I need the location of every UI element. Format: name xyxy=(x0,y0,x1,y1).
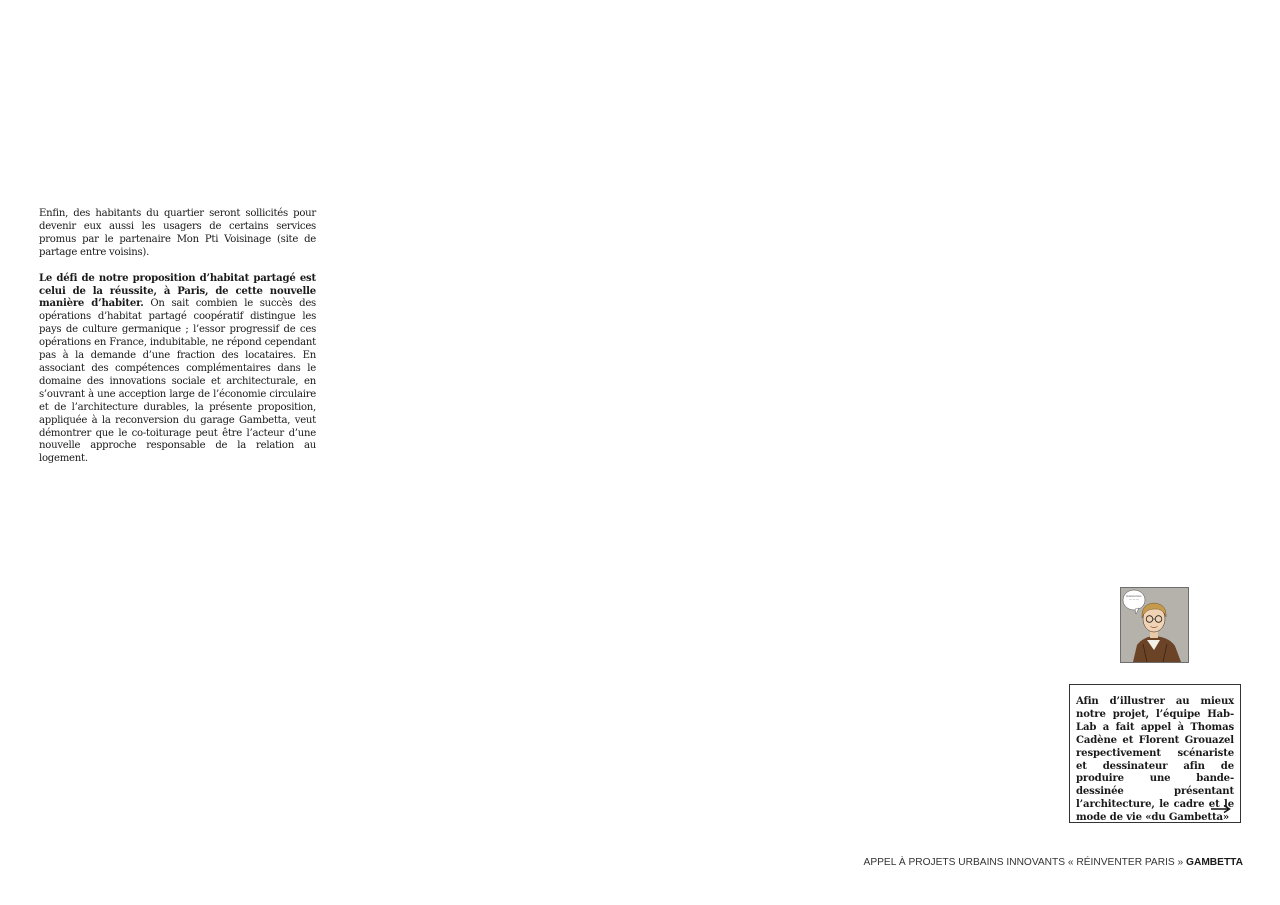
comic-portrait-image xyxy=(1121,588,1188,662)
comic-illustration xyxy=(1120,587,1189,663)
challenge-paragraph xyxy=(39,273,316,467)
speech-bubble-text xyxy=(1126,594,1142,598)
challenge-lead: Le défi de notre proposition d’habitat partagé est celui de la réussite, à Paris, de cette nouvelle manière d’habiter. xyxy=(39,272,316,310)
footer-label: APPEL À PROJETS URBAINS INNOVANTS « RÉINVENTER PARIS » xyxy=(863,857,1187,868)
body-text-column xyxy=(39,208,316,466)
right-arrow-icon[interactable] xyxy=(1211,804,1231,814)
comic-info-text: Afin d’illustrer au mieux notre projet, l’équipe Hab-Lab a fait appel à Thomas Cadène et Florent Grouazel respectivement scénariste et dessinateur afin de produire une bande-dessinée présentant l’architecture, le cadre et le mode de vie «du Gambetta» xyxy=(1076,696,1234,824)
intro-paragraph: Enfin, des habitants du quartier seront sollicités pour devenir eux aussi les usagers de certains services promus par le partenaire Mon Pti Voisinage (site de partage entre voisins). xyxy=(39,208,316,258)
svg-text:— — —: — — — xyxy=(1129,598,1139,602)
footer-project-name: GAMBETTA xyxy=(1186,857,1243,868)
page-footer xyxy=(864,857,1243,868)
challenge-body: On sait combien le succès des opérations d’habitat partagé coopératif distingue les pays de culture germanique ; l’essor progressif de ces opérations en France, indubitable, ne répond cependant pas à la demande d’une fraction des locataires. En associant des compétences complémentaires dans le domaine des innovations sociale et architecturale, en s’ouvrant à une acception large de l’économie circulaire et de l’architecture durables, la présente proposition, appliquée à la reconversion du garage Gambetta, veut démontrer que le co-toiturage peut être l’acteur d’une nouvelle approche responsable de la relation au logement. xyxy=(39,298,316,465)
comic-info-box xyxy=(1069,684,1241,823)
